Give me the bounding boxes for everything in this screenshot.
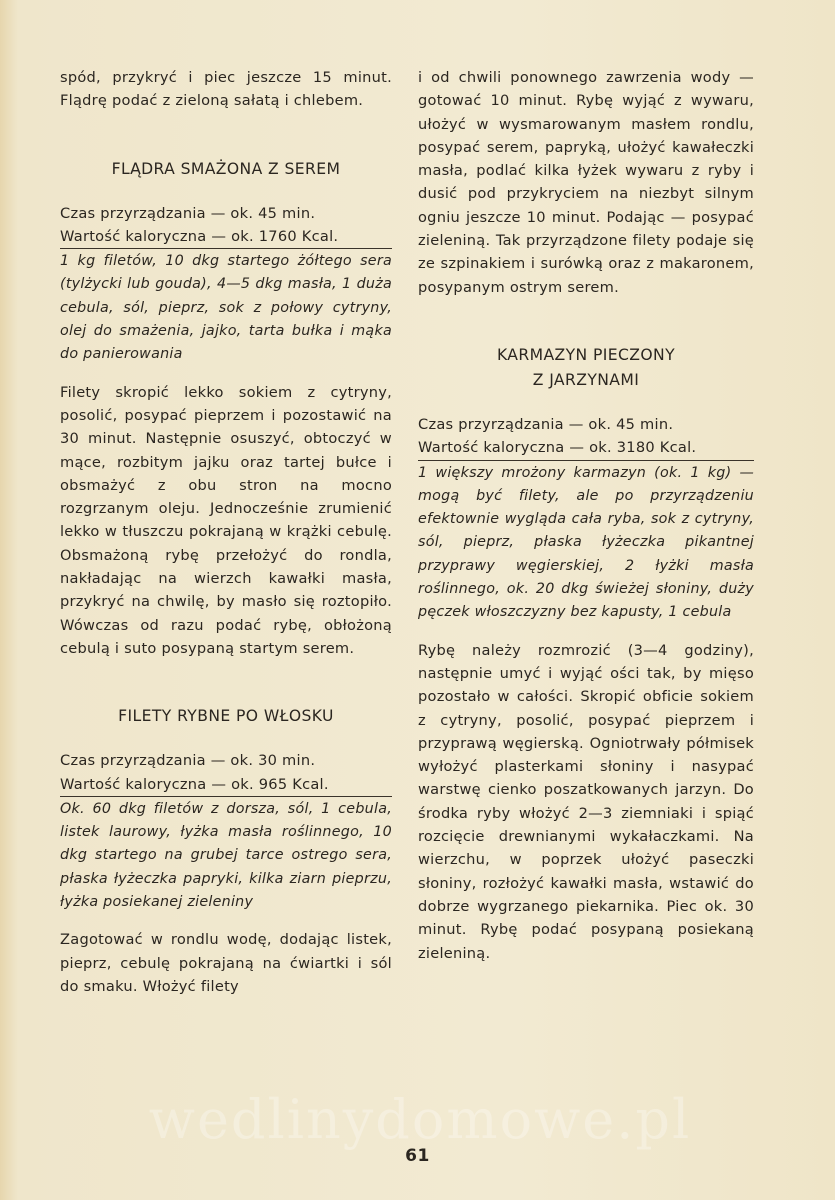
ingredients-list: 1 większy mrożony karmazyn (ok. 1 kg) — mogą być filety, ale po przyrządzeniu efektownie wygląda cała ryba, sok z cytryny, sól, pieprz, płaska łyżeczka pikantnej przyprawy węgierskiej, 2 łyżki masła roślinnego, ok. 20 dkg świeżej słoniny, duży pęczek włoszczyzny bez kapusty, 1 cebula xyxy=(418,460,754,625)
prep-time: Czas przyrządzania — ok. 30 min. xyxy=(60,752,316,770)
method-paragraph: Filety skropić lekko sokiem z cytryny, posolić, posypać pieprzem i pozostawić na 30 minut. Następnie osuszyć, obtoczyć w mące, rozbitym jajku oraz tartej bułce i obsmażyć z obu stron na mocno rozgrzanym oleju. Jednocześnie zrumienić lekko w tłuszczu pokrajaną w krążki cebulę. Obsmażoną rybę przełożyć do rondla, nakładając na wierzch kawałki masła, przykryć na chwilę, by masło się roztopiło. Wówczas od razu podać rybę, obłożoną cebulą i suto posypaną startym serem. xyxy=(60,383,392,657)
page-number: 61 xyxy=(405,1146,430,1166)
recipe-title-filety: FILETY RYBNE PO WŁOSKU xyxy=(118,707,334,726)
left-column xyxy=(60,66,392,998)
recipe-title-karmazyn xyxy=(418,343,754,393)
calorie-value: Wartość kaloryczna — ok. 965 Kcal. xyxy=(60,775,329,793)
prep-time: Czas przyrządzania — ok. 45 min. xyxy=(418,415,674,433)
watermark: wedlinydomowe.pl xyxy=(148,1088,692,1151)
ingredients-list: 1 kg filetów, 10 dkg startego żółtego sera (tylżycki lub gouda), 4—5 dkg masła, 1 duża cebula, sól, pieprz, sok z połowy cytryny, olej do smażenia, jajko, tarta bułka i mąka do panierowania xyxy=(60,248,392,366)
recipe-title-line: Z JARZYNAMI xyxy=(532,370,640,389)
calorie-value: Wartość kaloryczna — ok. 1760 Kcal. xyxy=(60,227,339,245)
calorie-value: Wartość kaloryczna — ok. 3180 Kcal. xyxy=(418,439,697,457)
method-paragraph: Rybę należy rozmrozić (3—4 godziny), następnie umyć i wyjąć ości tak, by mięso pozostało w całości. Skropić obficie sokiem z cytryny, posolić, posypać pieprzem i przyprawą węgierską. Ogniotrwały półmisek wyłożyć plasterkami słoniny i nasypać warstwę cienko poszatkowanych jarzyn. Do środka ryby włożyć 2—3 ziemniaki i spiąć rozcięcie drewnianymi wykałaczkami. Na wierzchu, w poprzek ułożyć paseczki słoniny, rozłożyć kawałki masła, wstawić do dobrze wygrzanego piekarnika. Piec ok. 30 minut. Rybę podać posypaną posiekaną zieleniną. xyxy=(418,641,754,962)
recipe-title-fladra: FLĄDRA SMAŻONA Z SEREM xyxy=(111,159,341,178)
method-paragraph: Zagotować w rondlu wodę, dodając listek, pieprz, cebulę pokrajaną na ćwiartki i sól do smaku. Włożyć filety xyxy=(60,931,392,995)
recipe-title-line: KARMAZYN PIECZONY xyxy=(496,345,676,364)
continuation-paragraph: i od chwili ponownego zawrzenia wody — gotować 10 minut. Rybę wyjąć z wywaru, ułożyć w wysmarowanym masłem rondlu, posypać serem, papryką, ułożyć kawałeczki masła, podlać kilka łyżek wywaru z ryby i dusić pod przykryciem na niezbyt silnym ogniu jeszcze 10 minut. Podając — posypać zieleniną. Tak przyrządzone filety podaje się ze szpinakiem i surówką oraz z makaronem, posypanym ostrym serem. xyxy=(418,69,754,296)
right-column xyxy=(418,66,754,965)
ingredients-list: Ok. 60 dkg filetów z dorsza, sól, 1 cebula, listek laurowy, łyżka masła roślinnego, 10 dkg startego na grubej tarce ostrego sera, płaska łyżeczka papryki, kilka ziarn pieprzu, łyżka posiekanej zieleniny xyxy=(60,796,392,914)
intro-paragraph: spód, przykryć i piec jeszcze 15 minut. Flądrę podać z zieloną sałatą i chlebem. xyxy=(60,69,392,110)
prep-time: Czas przyrządzania — ok. 45 min. xyxy=(60,204,316,222)
